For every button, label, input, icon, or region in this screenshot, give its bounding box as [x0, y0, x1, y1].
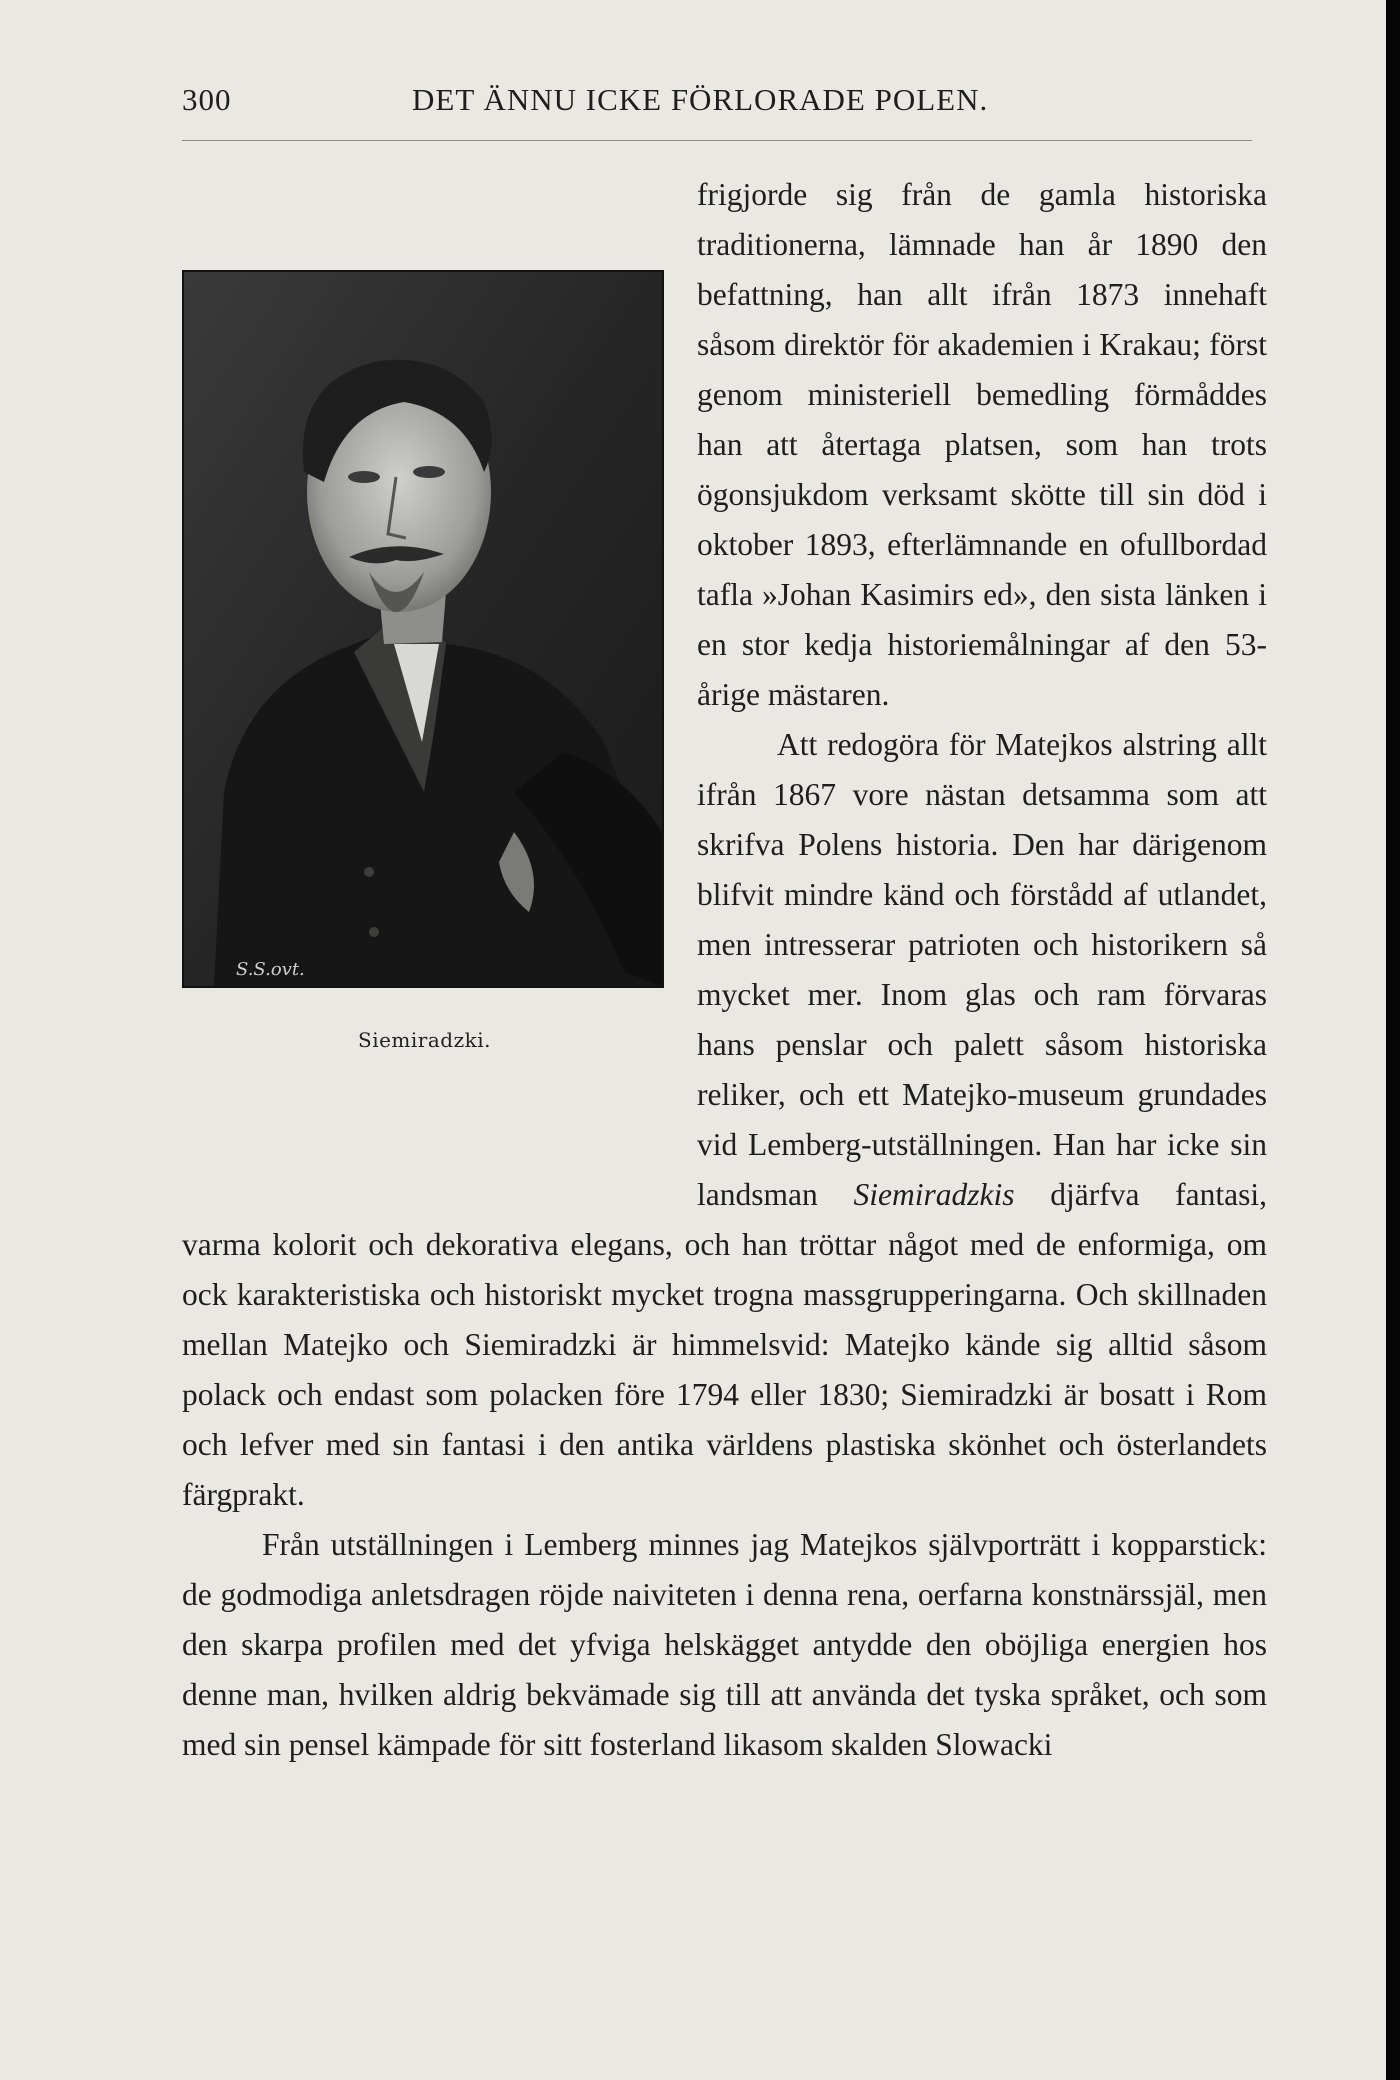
figure-caption: Siemiradzki.	[358, 1028, 491, 1052]
portrait-image	[182, 270, 664, 988]
running-title: DET ÄNNU ICKE FÖRLORADE POLEN.	[412, 82, 989, 117]
portrait-illustration	[184, 272, 662, 986]
engraver-signature: S.S.ovt.	[236, 959, 305, 980]
running-header	[182, 82, 1254, 126]
header-rule	[182, 140, 1252, 141]
paragraph-1: frigjorde sig från de gamla historiska traditionerna, lämnade han år 1890 den befattning, han allt ifrån 1873 innehaft såsom direktör för akademien i Krakau; först genom ministeriell bemedling förmåddes han att återtaga platsen, som han trots ögonsjukdom verksamt skötte till sin död i oktober 1893, efterlämnande en ofullbordad tafla »Johan Kasimirs ed», den sista länken i en stor kedja historiemålningar af den 53-årige mästaren.	[697, 177, 1267, 712]
paragraph-2-part-b: djärfva fantasi, varma kolorit och dekorativa elegans, och han tröttar något med de enformiga, om ock karakteristiska och historiskt mycket trogna massgrupperingarna. Och skillnaden mellan Matejko och Siemiradzki är himmelsvid: Matejko kände sig alltid såsom polack och endast som polacken före 1794 eller 1830; Siemiradzki är bosatt i Rom och lefver med sin fantasi i den antika världens plastiska skönhet och österlandets färgprakt.	[182, 1177, 1268, 1512]
paragraph-3: Från utställningen i Lemberg minnes jag Matejkos självporträtt i kopparstick: de godmodiga anletsdragen röjde naiviteten i denna rena, oerfarna konstnärssjäl, men den skarpa profilen med det yfviga helskägget antydde den oböjliga energien hos denne man, hvilken aldrig bekvämade sig till att använda det tyska språket, och som med sin pensel kämpade för sitt fosterland likasom skalden Slowacki	[182, 1527, 1267, 1762]
body-text	[182, 170, 1267, 1770]
emphasis-siemiradzkis: Siemiradzkis	[853, 1177, 1015, 1212]
page-number: 300	[182, 82, 232, 117]
scan-edge	[1386, 0, 1400, 2080]
portrait-figure	[182, 270, 697, 1218]
paragraph-2-part-a: Att redogöra för Matejkos alstring allt ifrån 1867 vore nästan detsamma som att skrifva Polens historia. Den har därigenom blifvit mindre känd och förstådd af utlandet, men intresserar patrioten och historikern så mycket mer. Inom glas och ram förvaras hans penslar och palett såsom historiska reliker, och ett Matejko-museum grundades vid Lemberg-utställningen. Han har icke sin landsman	[697, 727, 1267, 1212]
